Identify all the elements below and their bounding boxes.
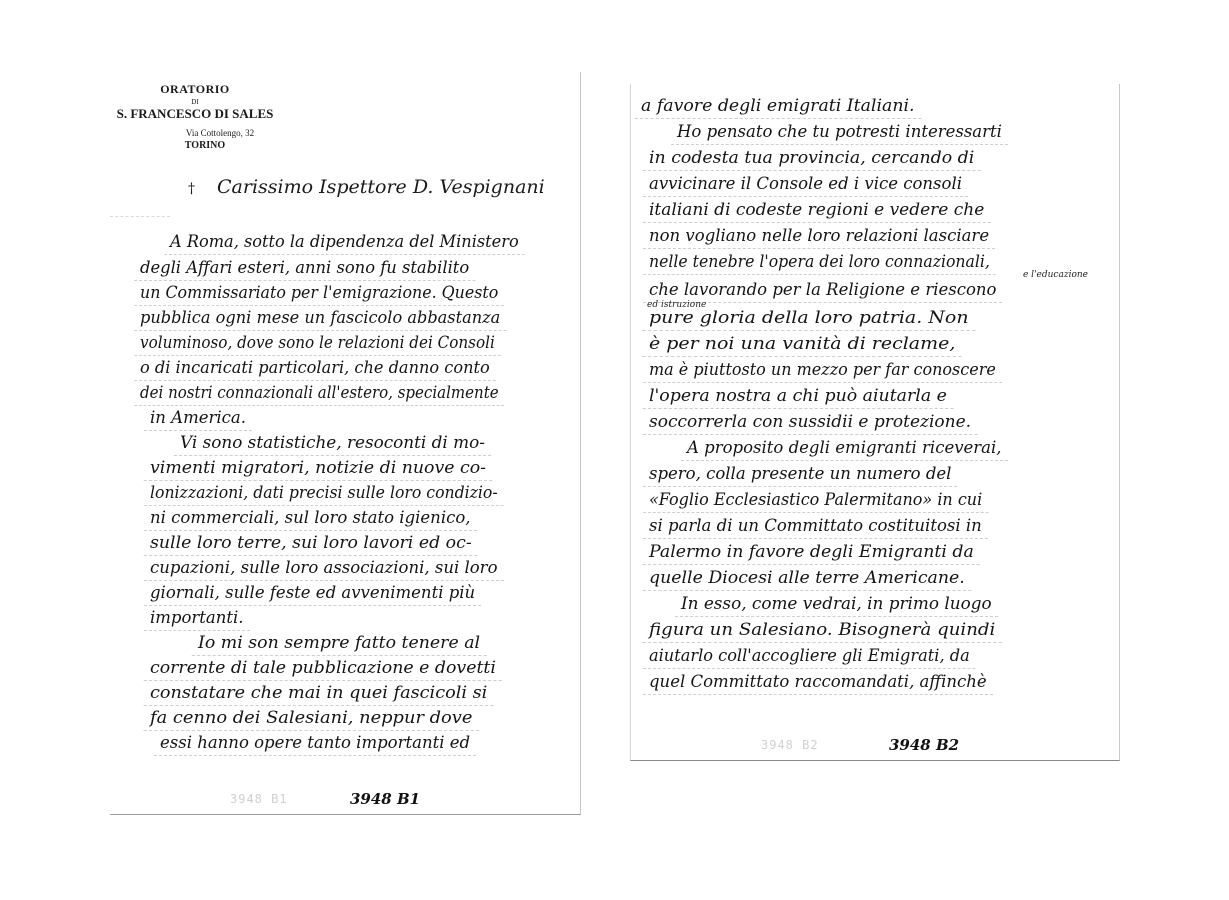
- archive-stamp: 3948 B1: [350, 790, 421, 808]
- faint-archive-stamp: 3948 B1: [230, 792, 288, 806]
- ghost-rule: [110, 216, 170, 217]
- left-line: importanti.: [150, 608, 244, 627]
- right-line: figura un Salesiano. Bisognerà quindi: [649, 620, 996, 639]
- right-line: quelle Diocesi alle terre Americane.: [649, 568, 965, 587]
- right-line: nelle tenebre l'opera dei loro connazionali,: [649, 252, 990, 271]
- faint-archive-stamp: 3948 B2: [761, 738, 819, 752]
- left-line: pubblica ogni mese un fascicolo abbastanza: [140, 308, 501, 327]
- left-line: corrente di tale pubblicazione e dovetti: [150, 658, 496, 677]
- interlinear-insertion: e l'educazione: [1023, 270, 1088, 280]
- interlinear-insertion: ed istruzione: [647, 300, 707, 310]
- letterhead-name: S. FRANCESCO DI SALES: [116, 106, 274, 121]
- letter-page-2: [630, 84, 1120, 761]
- archive-stamp: 3948 B2: [889, 736, 960, 754]
- left-line: in America.: [150, 408, 246, 427]
- left-line: sulle loro terre, sui loro lavori ed oc-: [150, 533, 472, 552]
- left-line: lonizzazioni, dati precisi sulle loro condizio-: [150, 483, 498, 502]
- left-line: vimenti migratori, notizie di nuove co-: [150, 458, 487, 477]
- left-line: Io mi son sempre fatto tenere al: [198, 633, 481, 652]
- right-line: si parla di un Committato costituitosi in: [649, 516, 982, 535]
- right-line: a favore degli emigrati Italiani.: [641, 96, 915, 115]
- right-line: In esso, come vedrai, in primo luogo: [681, 594, 992, 613]
- left-line: cupazioni, sulle loro associazioni, sui loro: [150, 558, 498, 577]
- left-line: dei nostri connazionali all'estero, specialmente: [140, 383, 499, 402]
- left-line: un Commissariato per l'emigrazione. Questo: [140, 283, 499, 302]
- right-line: in codesta tua provincia, cercando di: [649, 148, 975, 167]
- right-line: quel Committato raccomandati, affinchè: [649, 672, 987, 691]
- left-line: essi hanno opere tanto importanti ed: [160, 733, 471, 752]
- left-line: voluminoso, dove sono le relazioni dei Consoli: [140, 333, 495, 352]
- salutation: [188, 176, 545, 198]
- right-line: pure gloria della loro patria. Non: [649, 308, 969, 327]
- right-line: aiutarlo coll'accogliere gli Emigrati, da: [649, 646, 970, 665]
- letterhead-di: DI: [191, 98, 199, 106]
- right-line: Palermo in favore degli Emigranti da: [649, 542, 974, 561]
- letterhead: [110, 82, 280, 151]
- salutation-text: Carissimo Ispettore D. Vespignani: [217, 176, 545, 198]
- left-line: A Roma, sotto la dipendenza del Ministero: [170, 232, 519, 251]
- right-line: soccorrerla con sussidii e protezione.: [649, 412, 972, 431]
- right-line: spero, colla presente un numero del: [649, 464, 952, 483]
- left-line: degli Affari esteri, anni sono fu stabilito: [140, 258, 470, 277]
- left-line: constatare che mai in quei fascicoli si: [150, 683, 488, 702]
- letterhead-city: TORINO: [184, 140, 226, 151]
- right-line: «Foglio Ecclesiastico Palermitano» in cui: [649, 490, 983, 509]
- right-line: avvicinare il Console ed i vice consoli: [649, 174, 963, 193]
- left-line: Vi sono statistiche, resoconti di mo-: [180, 433, 485, 452]
- right-line: è per noi una vanità di reclame,: [649, 334, 956, 353]
- letterhead-address: Via Cottolengo, 32: [185, 128, 255, 138]
- left-line: giornali, sulle feste ed avvenimenti più: [150, 583, 476, 602]
- right-line: non vogliano nelle loro relazioni lasciare: [649, 226, 990, 245]
- right-line: ma è piuttosto un mezzo per far conoscere: [649, 360, 996, 379]
- right-line: l'opera nostra a chi può aiutarla e: [649, 386, 947, 405]
- right-line: che lavorando per la Religione e riescono: [649, 280, 997, 299]
- right-line: italiani di codeste regioni e vedere che: [649, 200, 985, 219]
- left-line: fa cenno dei Salesiani, neppur dove: [150, 708, 473, 727]
- cross-icon: †: [188, 181, 195, 197]
- left-line: o di incaricati particolari, che danno conto: [140, 358, 490, 377]
- letterhead-title: ORATORIO: [160, 82, 230, 96]
- right-line: Ho pensato che tu potresti interessarti: [677, 122, 1002, 141]
- right-line: A proposito degli emigranti riceverai,: [687, 438, 1002, 457]
- letter-page-1: [110, 72, 581, 815]
- left-line: ni commerciali, sul loro stato igienico,: [150, 508, 471, 527]
